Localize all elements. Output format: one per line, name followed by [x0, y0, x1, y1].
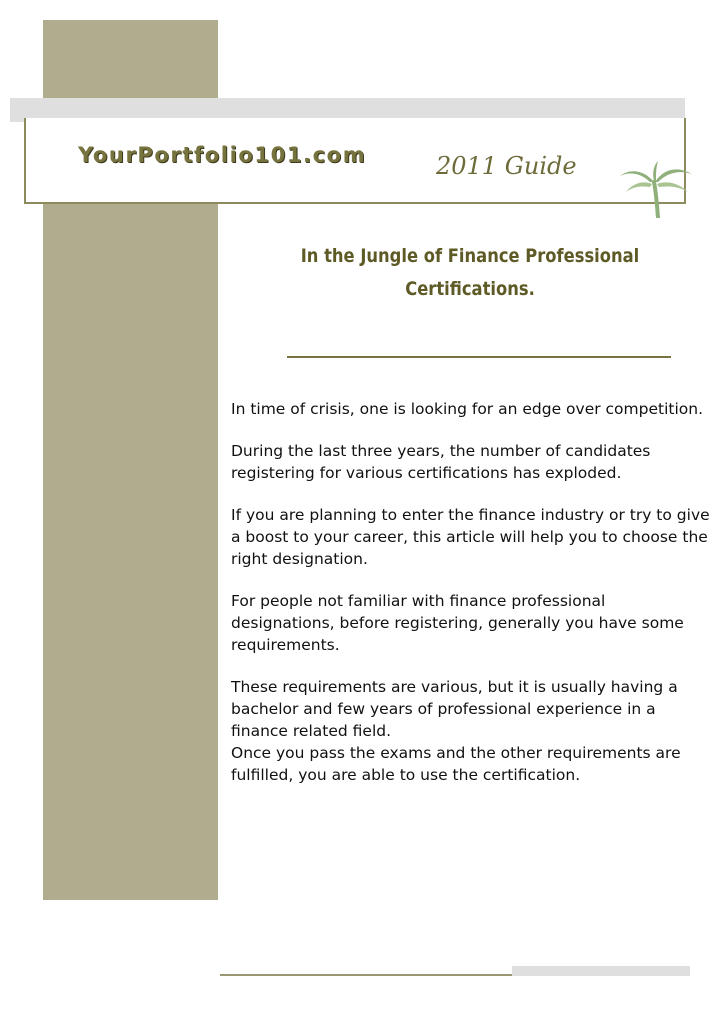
footer-block: [512, 966, 690, 976]
paragraph-3: If you are planning to enter the finance industry or try to give a boost to your career, this article will help you to choose the right designation.: [231, 506, 710, 568]
title-divider: [287, 356, 671, 358]
paragraph-6: Once you pass the exams and the other requirements are fulfilled, you are able to use the certification.: [231, 744, 681, 784]
article-title: [285, 240, 655, 306]
palm-leaf-icon: [614, 160, 698, 218]
paragraph-4: For people not familiar with finance professional designations, before registering, generally you have some requirements.: [231, 592, 684, 654]
paragraph-1: In time of crisis, one is looking for an edge over competition.: [231, 400, 704, 418]
article-body: [231, 398, 711, 806]
paragraph-2: During the last three years, the number of candidates registering for various certifications has exploded.: [231, 442, 651, 482]
paragraph-5: These requirements are various, but it is usually having a bachelor and few years of professional experience in a finance related field.: [231, 678, 678, 740]
article-title-line-1: In the Jungle of Finance Professional: [300, 245, 640, 267]
guide-label: 2011 Guide: [436, 152, 577, 180]
site-name[interactable]: YourPortfolio101.com: [78, 143, 367, 167]
article-title-line-2: Certifications.: [405, 278, 535, 300]
